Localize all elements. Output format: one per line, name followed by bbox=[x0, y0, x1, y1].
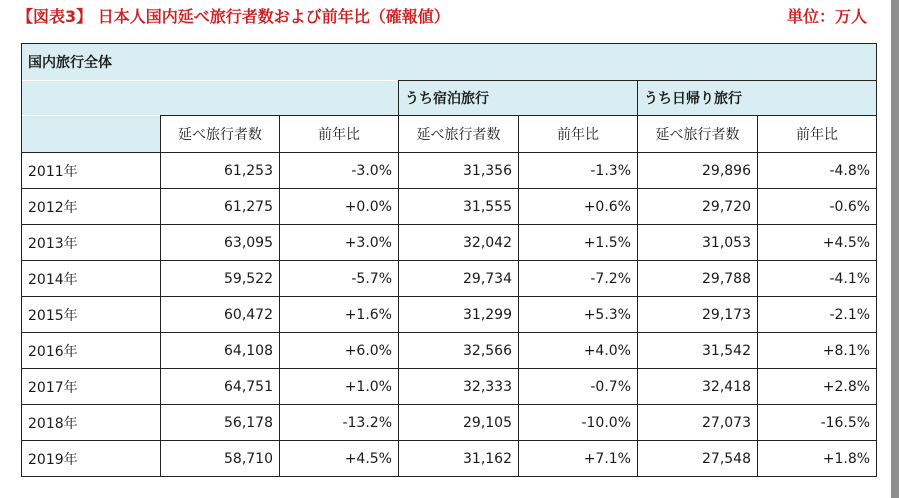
group-header-overnight: うち宿泊旅行 bbox=[399, 81, 638, 116]
daytrip-travelers-cell: 32,418 bbox=[638, 369, 758, 405]
table-row bbox=[22, 261, 877, 297]
all-travelers-cell: 59,522 bbox=[161, 261, 280, 297]
year-cell: 2019年 bbox=[22, 441, 161, 477]
window-edge bbox=[891, 0, 899, 498]
daytrip-travelers-cell: 31,542 bbox=[638, 333, 758, 369]
table-row bbox=[22, 189, 877, 225]
overnight-travelers-cell: 31,162 bbox=[399, 441, 519, 477]
all-travelers-cell: 61,275 bbox=[161, 189, 280, 225]
unit-label: 単位：万人 bbox=[786, 7, 867, 26]
daytrip-travelers-cell: 29,788 bbox=[638, 261, 758, 297]
table-row bbox=[22, 153, 877, 189]
overnight-travelers-cell: 31,299 bbox=[399, 297, 519, 333]
daytrip-change-cell: -2.1% bbox=[758, 297, 877, 333]
column-header-overnight-change: 前年比 bbox=[519, 116, 638, 153]
year-cell: 2016年 bbox=[22, 333, 161, 369]
daytrip-change-cell: +1.8% bbox=[758, 441, 877, 477]
header-spacer bbox=[22, 81, 399, 116]
table-title: 【図表3】 日本人国内延べ旅行者数および前年比（確報値） bbox=[17, 7, 450, 26]
column-header-all-travelers: 延べ旅行者数 bbox=[161, 116, 280, 153]
daytrip-travelers-cell: 31,053 bbox=[638, 225, 758, 261]
daytrip-change-cell: -0.6% bbox=[758, 189, 877, 225]
overnight-travelers-cell: 32,042 bbox=[399, 225, 519, 261]
year-cell: 2017年 bbox=[22, 369, 161, 405]
table-row bbox=[22, 405, 877, 441]
table-row bbox=[22, 369, 877, 405]
overnight-change-cell: +0.6% bbox=[519, 189, 638, 225]
all-travelers-cell: 58,710 bbox=[161, 441, 280, 477]
overnight-change-cell: -7.2% bbox=[519, 261, 638, 297]
daytrip-travelers-cell: 29,173 bbox=[638, 297, 758, 333]
daytrip-change-cell: +4.5% bbox=[758, 225, 877, 261]
all-change-cell: +0.0% bbox=[280, 189, 399, 225]
all-change-cell: +3.0% bbox=[280, 225, 399, 261]
all-change-cell: +1.6% bbox=[280, 297, 399, 333]
daytrip-change-cell: -4.8% bbox=[758, 153, 877, 189]
overnight-travelers-cell: 31,356 bbox=[399, 153, 519, 189]
all-change-cell: +4.5% bbox=[280, 441, 399, 477]
year-cell: 2012年 bbox=[22, 189, 161, 225]
all-change-cell: +6.0% bbox=[280, 333, 399, 369]
year-cell: 2015年 bbox=[22, 297, 161, 333]
daytrip-change-cell: -16.5% bbox=[758, 405, 877, 441]
table-row bbox=[22, 297, 877, 333]
overnight-change-cell: +5.3% bbox=[519, 297, 638, 333]
travelers-table bbox=[21, 43, 877, 477]
overnight-travelers-cell: 32,566 bbox=[399, 333, 519, 369]
year-column-header bbox=[22, 116, 161, 153]
overnight-change-cell: +1.5% bbox=[519, 225, 638, 261]
daytrip-change-cell: -4.1% bbox=[758, 261, 877, 297]
all-change-cell: +1.0% bbox=[280, 369, 399, 405]
daytrip-change-cell: +8.1% bbox=[758, 333, 877, 369]
daytrip-change-cell: +2.8% bbox=[758, 369, 877, 405]
year-cell: 2013年 bbox=[22, 225, 161, 261]
daytrip-travelers-cell: 29,896 bbox=[638, 153, 758, 189]
overnight-change-cell: +7.1% bbox=[519, 441, 638, 477]
all-travelers-cell: 64,751 bbox=[161, 369, 280, 405]
all-travelers-cell: 63,095 bbox=[161, 225, 280, 261]
all-travelers-cell: 61,253 bbox=[161, 153, 280, 189]
group-header-all: 国内旅行全体 bbox=[22, 44, 877, 81]
all-change-cell: -5.7% bbox=[280, 261, 399, 297]
overnight-change-cell: +4.0% bbox=[519, 333, 638, 369]
daytrip-travelers-cell: 27,073 bbox=[638, 405, 758, 441]
overnight-travelers-cell: 31,555 bbox=[399, 189, 519, 225]
year-cell: 2018年 bbox=[22, 405, 161, 441]
daytrip-travelers-cell: 29,720 bbox=[638, 189, 758, 225]
column-header-daytrip-change: 前年比 bbox=[758, 116, 877, 153]
all-change-cell: -3.0% bbox=[280, 153, 399, 189]
table-row bbox=[22, 333, 877, 369]
group-header-daytrip: うち日帰り旅行 bbox=[638, 81, 877, 116]
table-row bbox=[22, 441, 877, 477]
overnight-travelers-cell: 29,105 bbox=[399, 405, 519, 441]
column-header-overnight-travelers: 延べ旅行者数 bbox=[399, 116, 519, 153]
all-travelers-cell: 64,108 bbox=[161, 333, 280, 369]
table-row bbox=[22, 225, 877, 261]
column-header-daytrip-travelers: 延べ旅行者数 bbox=[638, 116, 758, 153]
all-travelers-cell: 56,178 bbox=[161, 405, 280, 441]
overnight-change-cell: -10.0% bbox=[519, 405, 638, 441]
daytrip-travelers-cell: 27,548 bbox=[638, 441, 758, 477]
year-cell: 2011年 bbox=[22, 153, 161, 189]
overnight-change-cell: -0.7% bbox=[519, 369, 638, 405]
year-cell: 2014年 bbox=[22, 261, 161, 297]
overnight-travelers-cell: 29,734 bbox=[399, 261, 519, 297]
overnight-change-cell: -1.3% bbox=[519, 153, 638, 189]
all-change-cell: -13.2% bbox=[280, 405, 399, 441]
column-header-all-change: 前年比 bbox=[280, 116, 399, 153]
overnight-travelers-cell: 32,333 bbox=[399, 369, 519, 405]
all-travelers-cell: 60,472 bbox=[161, 297, 280, 333]
